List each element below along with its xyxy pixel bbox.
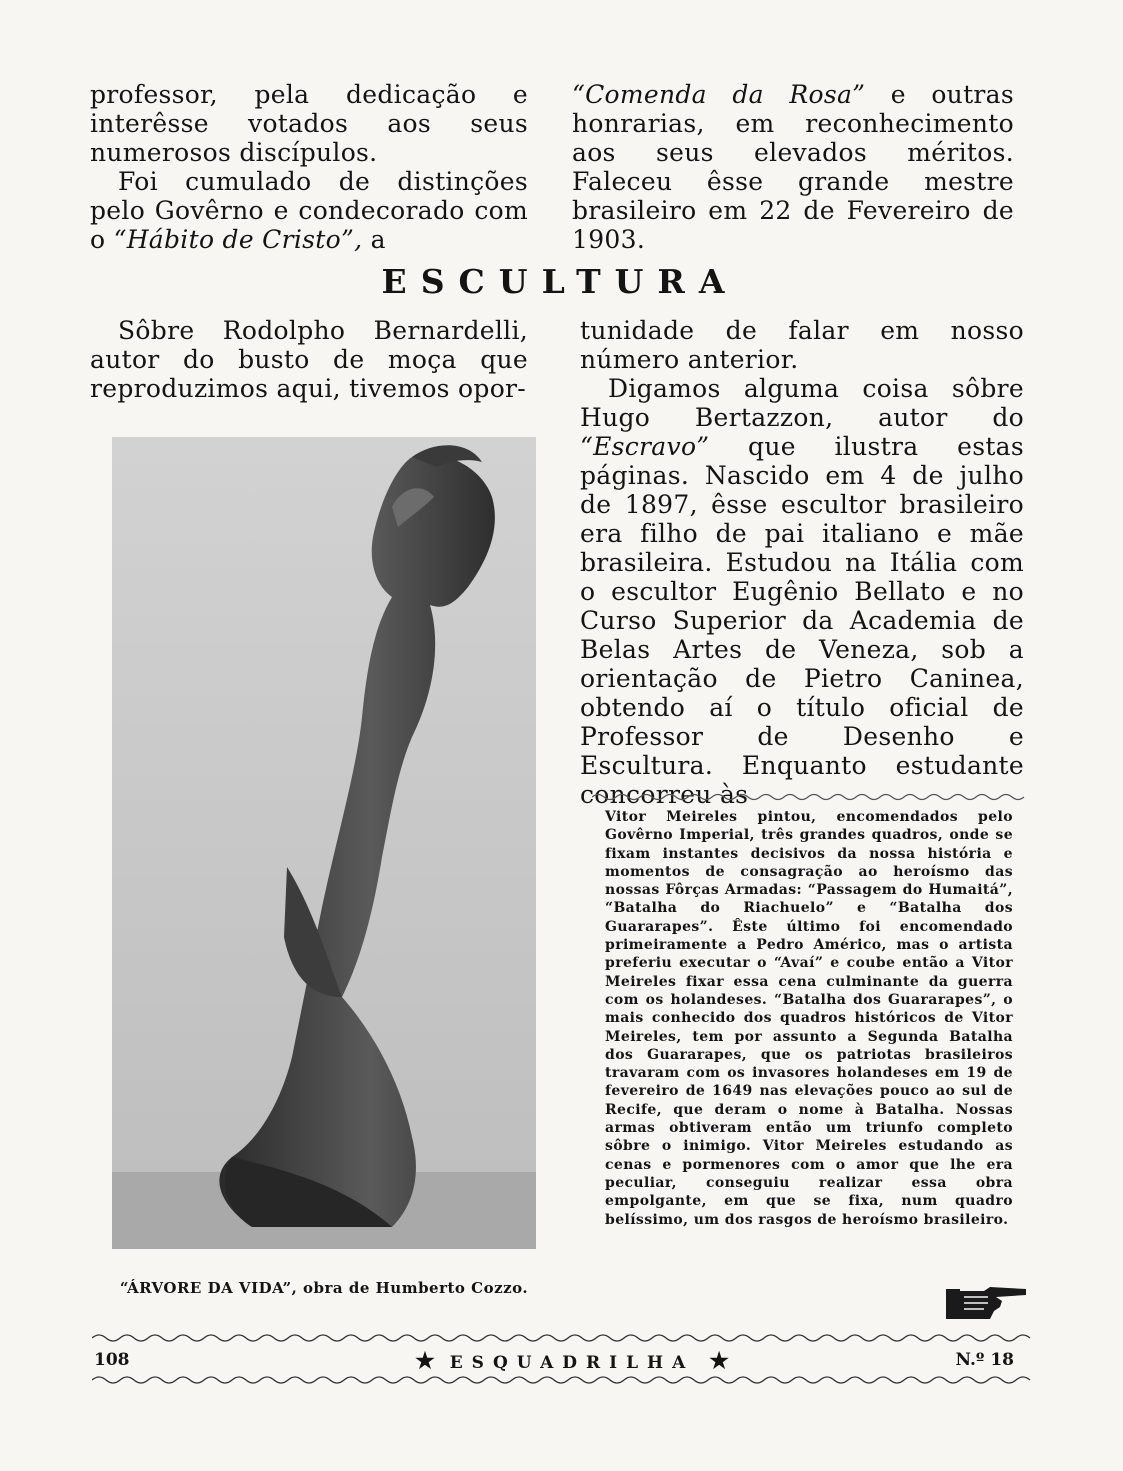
italic-title: “Hábito de Cristo”, <box>113 225 363 254</box>
paragraph <box>90 167 528 254</box>
paragraph-text: Foi cumulado de distinções pelo Govêrno e condecorado com o <box>90 167 528 254</box>
page-footer <box>92 1348 1022 1372</box>
star-icon: ★ <box>415 1348 435 1374</box>
page-number: 108 <box>94 1350 130 1370</box>
sidebar-box <box>605 808 1013 1229</box>
paragraph <box>90 80 528 167</box>
paragraph-text: que ilustra estas páginas. Nascido em 4 de julho de 1897, êsse escultor brasileiro era filho de pai italiano e mãe brasileira. Estudou na Itália com o escultor Eugênio Bellato e no Curso Superior da Academia de Belas Artes de Veneza, sob a orientação de Pietro Caninea, obtendo aí o título oficial de Professor de Desenho e Escultura. Enquanto estudante concorreu às <box>580 432 1025 809</box>
italic-title: “Escravo” <box>580 432 710 461</box>
paragraph-text: Digamos alguma coisa sôbre Hugo Bertazzon, autor do <box>580 374 1024 432</box>
pointing-hand-icon <box>944 1283 1030 1329</box>
article-column-left <box>90 316 528 403</box>
paragraph <box>580 374 1024 809</box>
paragraph: tunidade de falar em nosso número anterior. <box>580 316 1024 374</box>
paragraph: Sôbre Rodolpho Bernardelli, autor do busto de moça que reproduzimos aqui, tivemos opor- <box>90 316 528 403</box>
sidebar-text: Vitor Meireles pintou, encomendados pelo Govêrno Imperial, três grandes quadros, onde se fixam instantes decisivos da nossa história e momentos de consagração ao heroísmo das nossas Fôrças Armadas: “Passagem do Humaitá”, “Batalha do Riachuelo” e “Batalha dos Guararapes”. Êste último foi encomendado primeiramente a Pedro Américo, mas o artista preferiu executar o “Avaí” e coube então a Vitor Meireles fixar essa cena culminante da guerra com os holandeses. “Batalha dos Guararapes”, o mais conhecido dos quadros históricos de Vitor Meireles, tem por assunto a Segunda Batalha dos Guararapes, que os patriotas brasileiros travaram com os invasores holandeses em 19 de fevereiro de 1649 nas elevações pouco ao sul de Recife, que deram o nome à Batalha. Nossas armas obtiveram então um triunfo completo sôbre o inimigo. Vitor Meireles estudando as cenas e pormenores com o amor que lhe era peculiar, conseguiu realizar essa obra empolgante, em que se fixa, num quadro belíssimo, um dos rasgos de heroísmo brasileiro. <box>605 809 1013 1228</box>
photo-caption: “ÁRVORE DA VIDA”, obra de Humberto Cozzo. <box>119 1279 529 1297</box>
article-column-top-left <box>90 80 528 254</box>
footer-wavy-line-top <box>92 1332 1032 1344</box>
paragraph-text: a <box>370 225 386 254</box>
paragraph-text: e outras honrarias, em reconhecimento aos seus elevados méritos. Faleceu êsse grande mestre brasileiro em 22 de Fevereiro de 1903. <box>572 80 1015 254</box>
magazine-name: ESQUADRILHA <box>449 1353 695 1373</box>
article-column-top-right <box>572 80 1014 254</box>
footer-wavy-line-bottom <box>92 1374 1032 1386</box>
issue-number: N.º 18 <box>955 1350 1014 1370</box>
magazine-title <box>402 1348 742 1374</box>
article-column-right <box>580 316 1024 809</box>
star-icon: ★ <box>709 1348 729 1374</box>
section-title: ESCULTURA <box>381 262 739 301</box>
paragraph <box>572 80 1014 254</box>
wavy-divider <box>592 792 1032 802</box>
italic-title: “Comenda da Rosa” <box>572 80 866 109</box>
sculpture-photo <box>112 437 536 1249</box>
paragraph-text: professor, pela dedicação e interêsse votados aos seus numerosos discípulos. <box>90 80 528 167</box>
